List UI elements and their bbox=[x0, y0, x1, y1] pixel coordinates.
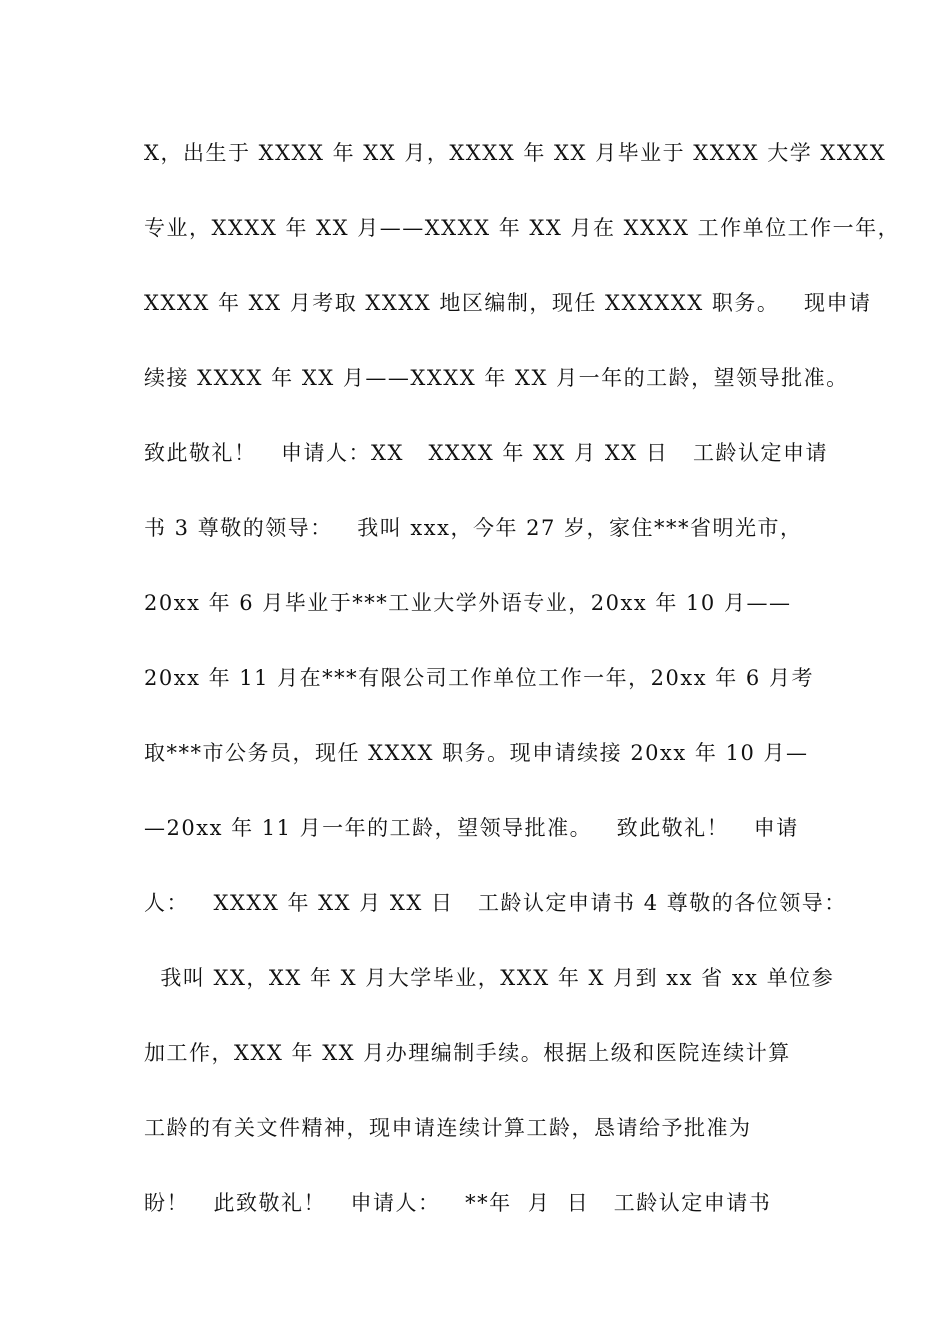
text-line: 工龄的有关文件精神，现申请连续计算工龄，恳请给予批准为 bbox=[144, 1116, 752, 1140]
text-line: 续接 XXXX 年 XX 月——XXXX 年 XX 月一年的工龄，望领导批准。 bbox=[144, 366, 849, 390]
text-line: 我叫 XX，XX 年 X 月大学毕业，XXX 年 X 月到 xx 省 xx 单位参 bbox=[144, 966, 835, 990]
text-line: XXXX 年 XX 月考取 XXXX 地区编制，现任 XXXXXX 职务。 现申请 bbox=[144, 291, 872, 315]
text-line: 人： XXXX 年 XX 月 XX 日 工龄认定申请书 4 尊敬的各位领导： bbox=[144, 891, 847, 915]
text-line: 盼！ 此致敬礼！ 申请人： **年 月 日 工龄认定申请书 bbox=[144, 1191, 772, 1215]
text-line: 专业，XXXX 年 XX 月——XXXX 年 XX 月在 XXXX 工作单位工作一年， bbox=[144, 216, 901, 240]
text-line: X，出生于 XXXX 年 XX 月，XXXX 年 XX 月毕业于 XXXX 大学 XXXX bbox=[144, 141, 887, 165]
text-line: —20xx 年 11 月一年的工龄，望领导批准。 致此敬礼！ 申请 bbox=[144, 816, 799, 840]
text-line: 致此敬礼！ 申请人：XX XXXX 年 XX 月 XX 日 工龄认定申请 bbox=[144, 441, 828, 465]
text-line: 20xx 年 11 月在***有限公司工作单位工作一年，20xx 年 6 月考 bbox=[144, 666, 814, 690]
text-line: 加工作，XXX 年 XX 月办理编制手续。根据上级和医院连续计算 bbox=[144, 1041, 791, 1065]
text-line: 取***市公务员，现任 XXXX 职务。现申请续接 20xx 年 10 月— bbox=[144, 741, 809, 765]
document-body bbox=[144, 132, 901, 1257]
text-line: 书 3 尊敬的领导： 我叫 xxx，今年 27 岁，家住***省明光市， bbox=[144, 516, 803, 540]
text-line: 20xx 年 6 月毕业于***工业大学外语专业，20xx 年 10 月—— bbox=[144, 591, 792, 615]
